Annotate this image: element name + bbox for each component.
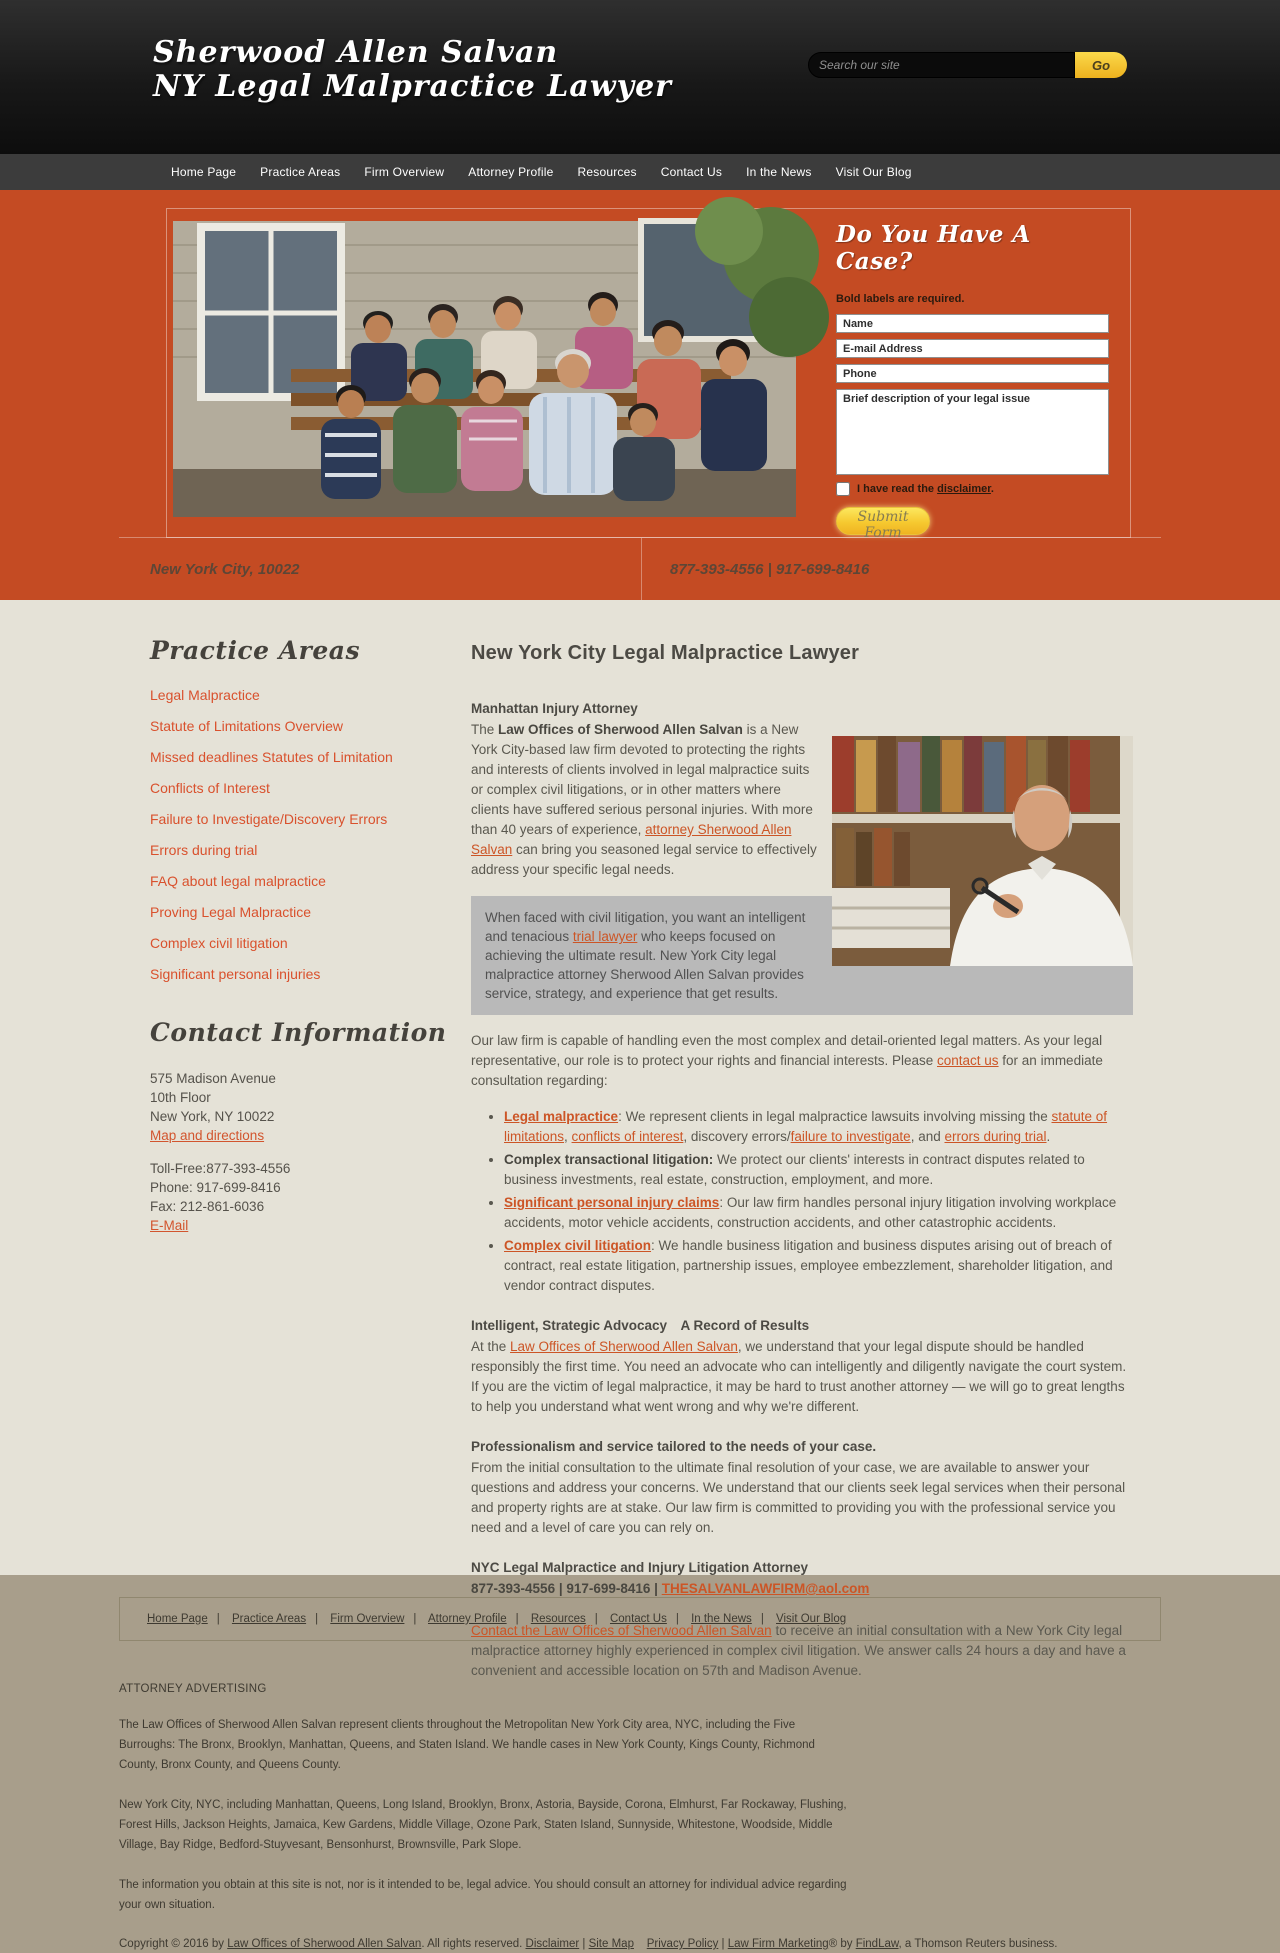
hero-phones: 877-393-4556 | 917-699-8416 — [670, 560, 870, 578]
sidebar-item-legal-malpractice[interactable]: Legal Malpractice — [150, 687, 260, 703]
nyc-attorney-heading: NYC Legal Malpractice and Injury Litigation Attorney — [471, 1560, 809, 1575]
text-segment: , discovery errors/ — [683, 1129, 791, 1144]
text-segment: Copyright © 2016 by — [119, 1938, 228, 1950]
capability-paragraph — [471, 1031, 1133, 1091]
text-segment: for an immediate consultation regarding: — [471, 1053, 1103, 1088]
nav-firm-overview[interactable]: Firm Overview — [364, 165, 445, 179]
inline-link[interactable]: Contact the Law Offices of Sherwood Allen Salvan — [471, 1623, 772, 1638]
text-segment — [634, 1938, 647, 1950]
inline-link[interactable]: Legal malpractice — [504, 1109, 619, 1124]
case-form-heading: Do You Have A Case? — [836, 221, 1031, 275]
hero-location-cell — [119, 538, 642, 600]
sidebar-item-missed-deadlines[interactable]: Missed deadlines Statutes of Limitation — [150, 749, 393, 765]
text-segment: to receive an initial consultation with a New York City legal malpractice attorney highly experienced in complex civil litigation. We answer calls 24 hours a day and have a convenient and accessible location on 57th and Madison Avenue. — [471, 1623, 1126, 1678]
inline-link[interactable]: Site Map — [588, 1938, 634, 1950]
site-search — [808, 52, 1127, 78]
footer-nav: Home Page | Practice Areas | Firm Overview | Attorney Profile | Resources | Contact Us | In the News | Visit Our Blog — [119, 1597, 1161, 1641]
sidebar — [119, 600, 471, 1697]
address-line1: 575 Madison Avenue — [150, 1071, 276, 1086]
text-segment: ® by — [828, 1938, 856, 1950]
search-input[interactable] — [808, 52, 1075, 78]
map-directions-link[interactable]: Map and directions — [150, 1128, 265, 1143]
text-segment: | — [579, 1938, 589, 1950]
site-footer — [0, 1597, 1280, 1950]
text-segment: | — [718, 1938, 728, 1950]
footer-paragraph-2: New York City, NYC, including Manhattan, Queens, Long Island, Brooklyn, Bronx, Astoria, Bayside, Corona, Elmhurst, Far Rockaway, Flushing, Forest Hills, Jackson Heights, Jamaica, Kew Gardens, Middle Village, Ozone Park, Staten Island, Sunnyside, Whitestone, Woodside, Middle Village, Bay Ridge, Bedford-Stuyvesant, Bensonhurst, Brownsville, Park Slope. — [119, 1799, 847, 1851]
inline-link[interactable]: Significant personal injury claims — [504, 1195, 720, 1210]
hero-box — [166, 208, 1131, 541]
inline-link[interactable]: THESALVANLAWFIRM@aol.com — [661, 1581, 870, 1596]
professionalism-heading: Professionalism and service tailored to the needs of your case. — [471, 1439, 877, 1454]
inline-link[interactable]: Law Offices of Sherwood Allen Salvan — [227, 1938, 422, 1950]
inline-link[interactable]: statute of limitations — [504, 1109, 1108, 1144]
address-line3: New York, NY 10022 — [150, 1109, 275, 1124]
practice-areas-heading: Practice Areas — [150, 636, 361, 665]
practice-areas-list — [150, 687, 451, 984]
text-segment: From the initial consultation to the ultimate final resolution of your case, we are available to answer your questions and address your concerns. We understand that our clients seek legal services when their personal and property rights are at stake. Our law firm is committed to providing you with the professional service you need and a level of care you can rely on. — [471, 1460, 1126, 1535]
disclaimer-link[interactable]: disclaimer — [937, 483, 991, 495]
hero-phones-cell — [642, 538, 1161, 600]
footer-nav-contact-us[interactable]: Contact Us — [609, 1613, 667, 1625]
nav-home[interactable]: Home Page — [171, 165, 237, 179]
email-link[interactable]: E-Mail — [150, 1218, 189, 1233]
bullet-transactional — [504, 1150, 1133, 1190]
nav-resources[interactable]: Resources — [577, 165, 637, 179]
sidebar-item-conflicts[interactable]: Conflicts of Interest — [150, 780, 270, 796]
bullet-personal-injury — [504, 1193, 1133, 1233]
advocacy-paragraph — [471, 1337, 1133, 1417]
sidebar-item-complex-civil[interactable]: Complex civil litigation — [150, 935, 288, 951]
text-segment: : Our law firm handles personal injury litigation involving workplace accidents, motor vehicle accidents, construction accidents, and other catastrophic accidents. — [504, 1195, 1117, 1230]
bold-text: Law Offices of Sherwood Allen Salvan — [498, 722, 743, 737]
nav-attorney-profile[interactable]: Attorney Profile — [468, 165, 554, 179]
footer-paragraph-1: The Law Offices of Sherwood Allen Salvan represent clients throughout the Metropolitan New York City area, NYC, including the Five Burroughs: The Bronx, Brooklyn, Manhattan, Queens, and Staten Island. We handle cases in New York County, Kings County, Richmond County, Bronx County, and Queens County. — [119, 1719, 815, 1771]
inline-link[interactable]: failure to investigate — [790, 1129, 911, 1144]
bullet-legal-malpractice — [504, 1107, 1133, 1147]
inline-link[interactable]: Law Firm Marketing — [727, 1938, 829, 1950]
text-segment: can bring you seasoned legal service to effectively address your specific legal needs. — [471, 842, 817, 877]
disclaimer-checkbox[interactable] — [836, 482, 850, 496]
bold-text: Complex transactional litigation: — [504, 1152, 714, 1167]
inline-link[interactable]: Complex civil litigation — [504, 1238, 652, 1253]
bold-text: 877-393-4556 | 917-699-8416 | — [471, 1581, 662, 1596]
main-navbar — [0, 154, 1280, 190]
text-segment: . All rights reserved. — [421, 1938, 526, 1950]
search-go-button[interactable]: Go — [1075, 52, 1127, 78]
text-segment: , and — [910, 1129, 945, 1144]
inline-link[interactable]: Disclaimer — [525, 1938, 580, 1950]
site-header — [0, 0, 1280, 154]
site-title-line2: NY Legal Malpractice Lawyer — [153, 69, 672, 104]
footer-nav-practice-areas[interactable]: Practice Areas — [231, 1613, 307, 1625]
text-segment: When faced with civil litigation, you want an intelligent and tenacious — [485, 910, 806, 944]
sidebar-item-errors-trial[interactable]: Errors during trial — [150, 842, 258, 858]
text-segment: The — [471, 722, 499, 737]
name-field[interactable] — [836, 314, 1109, 333]
footer-nav-home[interactable]: Home Page — [147, 1613, 208, 1625]
main-content — [471, 600, 1161, 1697]
inline-link[interactable]: trial lawyer — [572, 929, 638, 944]
inline-link[interactable]: Law Offices of Sherwood Allen Salvan — [510, 1339, 738, 1354]
contact-phone-line — [471, 1579, 1133, 1599]
attorney-photo — [832, 736, 1133, 966]
footer-nav-firm-overview[interactable]: Firm Overview — [330, 1613, 405, 1625]
nav-visit-blog[interactable]: Visit Our Blog — [835, 165, 912, 179]
advocacy-heading: Intelligent, Strategic Advocacy A Record of Results — [471, 1318, 810, 1333]
text-segment: Our law firm is capable of handling even the most complex and detail-oriented legal matters. As your legal representative, our role is to protect your rights and financial interests. Please — [471, 1033, 1103, 1068]
disclaimer-text: I have read the disclaimer. — [857, 483, 994, 495]
case-form — [836, 221, 1109, 542]
sidebar-item-faq[interactable]: FAQ about legal malpractice — [150, 873, 326, 889]
text-segment: At the — [471, 1339, 511, 1354]
inline-link[interactable]: Privacy Policy — [646, 1938, 719, 1950]
text-segment: : We represent clients in legal malpractice lawsuits involving missing the — [618, 1109, 1052, 1124]
inline-link[interactable]: attorney Sherwood Allen Salvan — [471, 822, 792, 857]
text-segment: , we understand that your legal dispute should be handled responsibly the first time. You need an advocate who can intelligently and diligently navigate the court system. If you are the victim of legal malpractice, it may be hard to trust another attorney — we will go to great lengths to help you understand what went wrong and why we're different. — [471, 1339, 1127, 1414]
text-segment: . — [1046, 1129, 1051, 1144]
intro-subheading: Manhattan Injury Attorney — [471, 701, 638, 716]
sidebar-item-personal-injuries[interactable]: Significant personal injuries — [150, 966, 321, 982]
hero-section — [0, 190, 1280, 600]
inline-link[interactable]: contact us — [937, 1053, 999, 1068]
disclaimer-row — [836, 482, 1109, 496]
family-photo — [173, 221, 796, 517]
site-title-line1: Sherwood Allen Salvan — [153, 35, 559, 70]
submit-form-button[interactable]: Submit Form — [836, 507, 930, 535]
inline-link[interactable]: errors during trial — [944, 1129, 1047, 1144]
footer-nav-visit-blog[interactable]: Visit Our Blog — [776, 1613, 847, 1625]
copyright-line — [119, 1935, 1161, 1953]
inline-link[interactable]: conflicts of interest — [571, 1129, 684, 1144]
hero-contact-band — [119, 537, 1161, 600]
case-form-note: Bold labels are required. — [836, 293, 965, 305]
bullet-complex-civil — [504, 1236, 1133, 1296]
sidebar-item-proving[interactable]: Proving Legal Malpractice — [150, 904, 312, 920]
text-segment: We protect our clients' interests in contract disputes related to business investments, real estate, construction, employment, and more. — [504, 1152, 1085, 1187]
fax-line: Fax: 212-861-6036 — [150, 1199, 265, 1214]
text-segment: , — [564, 1129, 572, 1144]
professionalism-paragraph — [471, 1458, 1133, 1538]
practice-bullet-list — [471, 1107, 1133, 1296]
hero-location: New York City, 10022 — [150, 560, 300, 578]
nav-practice-areas[interactable]: Practice Areas — [260, 165, 341, 179]
footer-nav-in-the-news[interactable]: In the News — [691, 1613, 752, 1625]
contact-info-heading: Contact Information — [150, 1018, 447, 1047]
text-segment: , a Thomson Reuters business. — [898, 1938, 1058, 1950]
text-segment: who keeps focused on achieving the ultimate result. New York City legal malpractice attorney Sherwood Allen Salvan provides service, strategy, and experience that get results. — [485, 929, 804, 1001]
description-field[interactable] — [836, 389, 1109, 475]
attorney-advertising-label: ATTORNEY ADVERTISING — [119, 1683, 267, 1695]
footer-paragraph-3: The information you obtain at this site is not, nor is it intended to be, legal advice. You should consult an attorney for individual advice regarding your own situation. — [119, 1879, 847, 1911]
page-title: New York City Legal Malpractice Lawyer — [471, 642, 860, 664]
footer-nav-attorney-profile[interactable]: Attorney Profile — [427, 1613, 507, 1625]
text-segment: : We handle business litigation and business disputes arising out of breach of contract, real estate litigation, partnership issues, employee embezzlement, shareholder litigation, and vendor contract disputes. — [504, 1238, 1113, 1293]
sidebar-item-failure-investigate[interactable]: Failure to Investigate/Discovery Errors — [150, 811, 388, 827]
phone-line: Phone: 917-699-8416 — [150, 1180, 281, 1195]
tollfree-line: Toll-Free:877-393-4556 — [150, 1161, 291, 1176]
text-segment: is a New York City-based law firm devoted to protecting the rights and interests of clients involved in legal malpractice suits or complex civil litigations, or in other matters where clients have suffered serious personal injuries. With more than 40 years of experience, — [471, 722, 813, 837]
footer-nav-resources[interactable]: Resources — [530, 1613, 586, 1625]
address-line2: 10th Floor — [150, 1090, 211, 1105]
sidebar-item-statute-overview[interactable]: Statute of Limitations Overview — [150, 718, 343, 734]
email-field[interactable] — [836, 339, 1109, 358]
nav-in-the-news[interactable]: In the News — [746, 165, 812, 179]
inline-link[interactable]: FindLaw — [855, 1938, 899, 1950]
nav-contact-us[interactable]: Contact Us — [660, 165, 723, 179]
phone-field[interactable] — [836, 364, 1109, 383]
